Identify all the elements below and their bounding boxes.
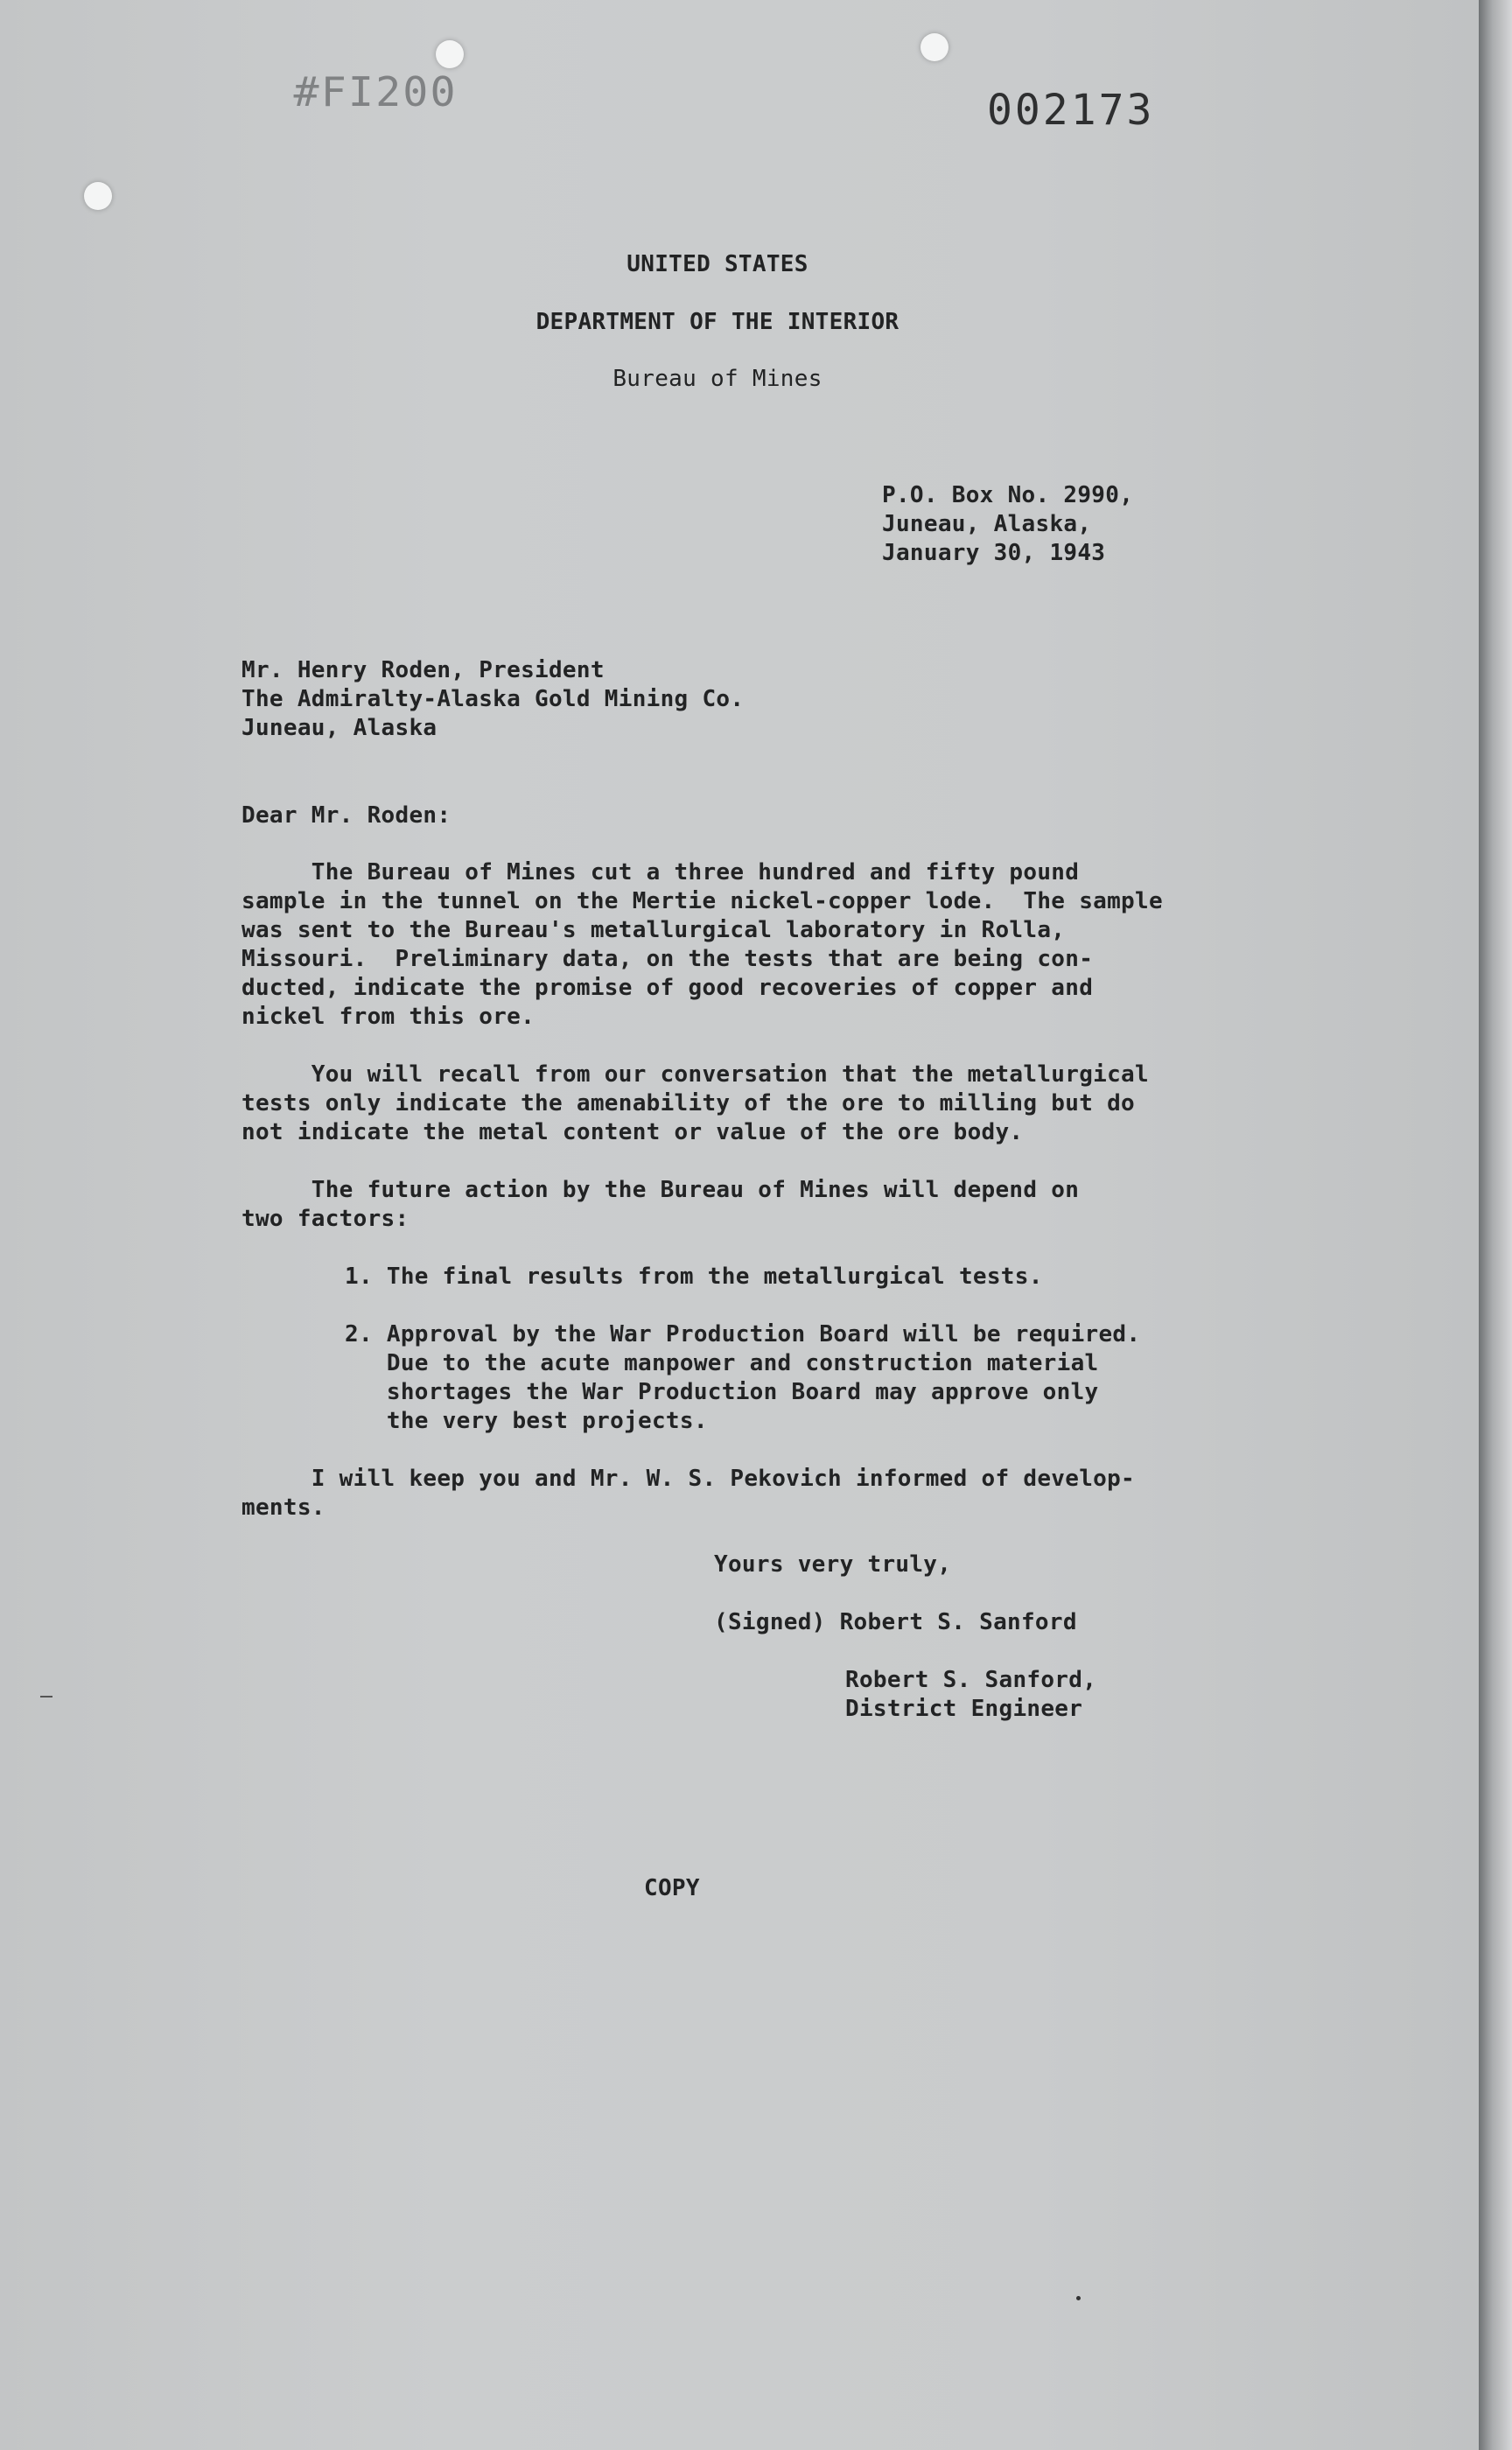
paragraph-1-line: The Bureau of Mines cut a three hundred and fifty pound	[242, 859, 1080, 886]
paragraph-1-line: nickel from this ore.	[242, 1004, 536, 1030]
list-item-2-line: 2. Approval by the War Production Board will be required.	[345, 1321, 1141, 1348]
paragraph-3-line: The future action by the Bureau of Mines will depend on	[242, 1177, 1080, 1203]
paragraph-2-line: You will recall from our conversation that the metallurgical	[242, 1061, 1149, 1088]
list-item-2-line: Due to the acute manpower and construction material	[345, 1350, 1099, 1376]
paragraph-2-line: tests only indicate the amenability of the ore to milling but do	[242, 1090, 1136, 1116]
sender-city: Juneau, Alaska,	[882, 511, 1092, 537]
ink-speck	[1076, 2296, 1081, 2300]
paragraph-3-line: two factors:	[242, 1206, 410, 1232]
page-edge-shadow	[1479, 0, 1512, 2450]
letterhead-country: UNITED STATES	[626, 251, 808, 277]
paragraph-2-line: not indicate the metal content or value of the ore body.	[242, 1119, 1024, 1145]
punch-hole-top-right	[920, 33, 948, 61]
salutation: Dear Mr. Roden:	[242, 802, 452, 829]
signature-name: Robert S. Sanford,	[845, 1667, 1097, 1693]
letterhead-bureau: Bureau of Mines	[612, 366, 822, 392]
paragraph-1-line: ducted, indicate the promise of good recoveries of copper and	[242, 975, 1094, 1001]
paragraph-4-line: I will keep you and Mr. W. S. Pekovich informed of develop-	[242, 1466, 1136, 1492]
copy-label: COPY	[644, 1875, 700, 1901]
paragraph-4-line: ments.	[242, 1494, 326, 1521]
recipient-name: Mr. Henry Roden, President	[242, 657, 605, 683]
punch-hole-top-left	[436, 40, 464, 68]
recipient-city: Juneau, Alaska	[242, 715, 438, 741]
paragraph-1-line: Missouri. Preliminary data, on the tests that are being con-	[242, 946, 1094, 972]
letterhead-department: DEPARTMENT OF THE INTERIOR	[536, 309, 900, 335]
list-item-1: 1. The final results from the metallurgical tests.	[345, 1264, 1043, 1290]
punch-hole-left	[84, 182, 112, 210]
margin-mark	[40, 1696, 52, 1698]
closing: Yours very truly,	[714, 1551, 952, 1578]
paragraph-1-line: was sent to the Bureau's metallurgical laboratory in Rolla,	[242, 917, 1066, 943]
document-number-stamp: 002173	[987, 86, 1155, 135]
list-item-2-line: the very best projects.	[345, 1408, 708, 1434]
sender-po-box: P.O. Box No. 2990,	[882, 482, 1134, 508]
faded-stamp-number: #FI200	[293, 68, 458, 116]
paragraph-1-line: sample in the tunnel on the Mertie nickel-copper lode. The sample	[242, 888, 1163, 914]
recipient-company: The Admiralty-Alaska Gold Mining Co.	[242, 686, 745, 712]
signed-line: (Signed) Robert S. Sanford	[714, 1609, 1077, 1635]
list-item-2-line: shortages the War Production Board may approve only	[345, 1379, 1099, 1405]
letter-date: January 30, 1943	[882, 540, 1106, 566]
signature-title: District Engineer	[845, 1696, 1083, 1722]
